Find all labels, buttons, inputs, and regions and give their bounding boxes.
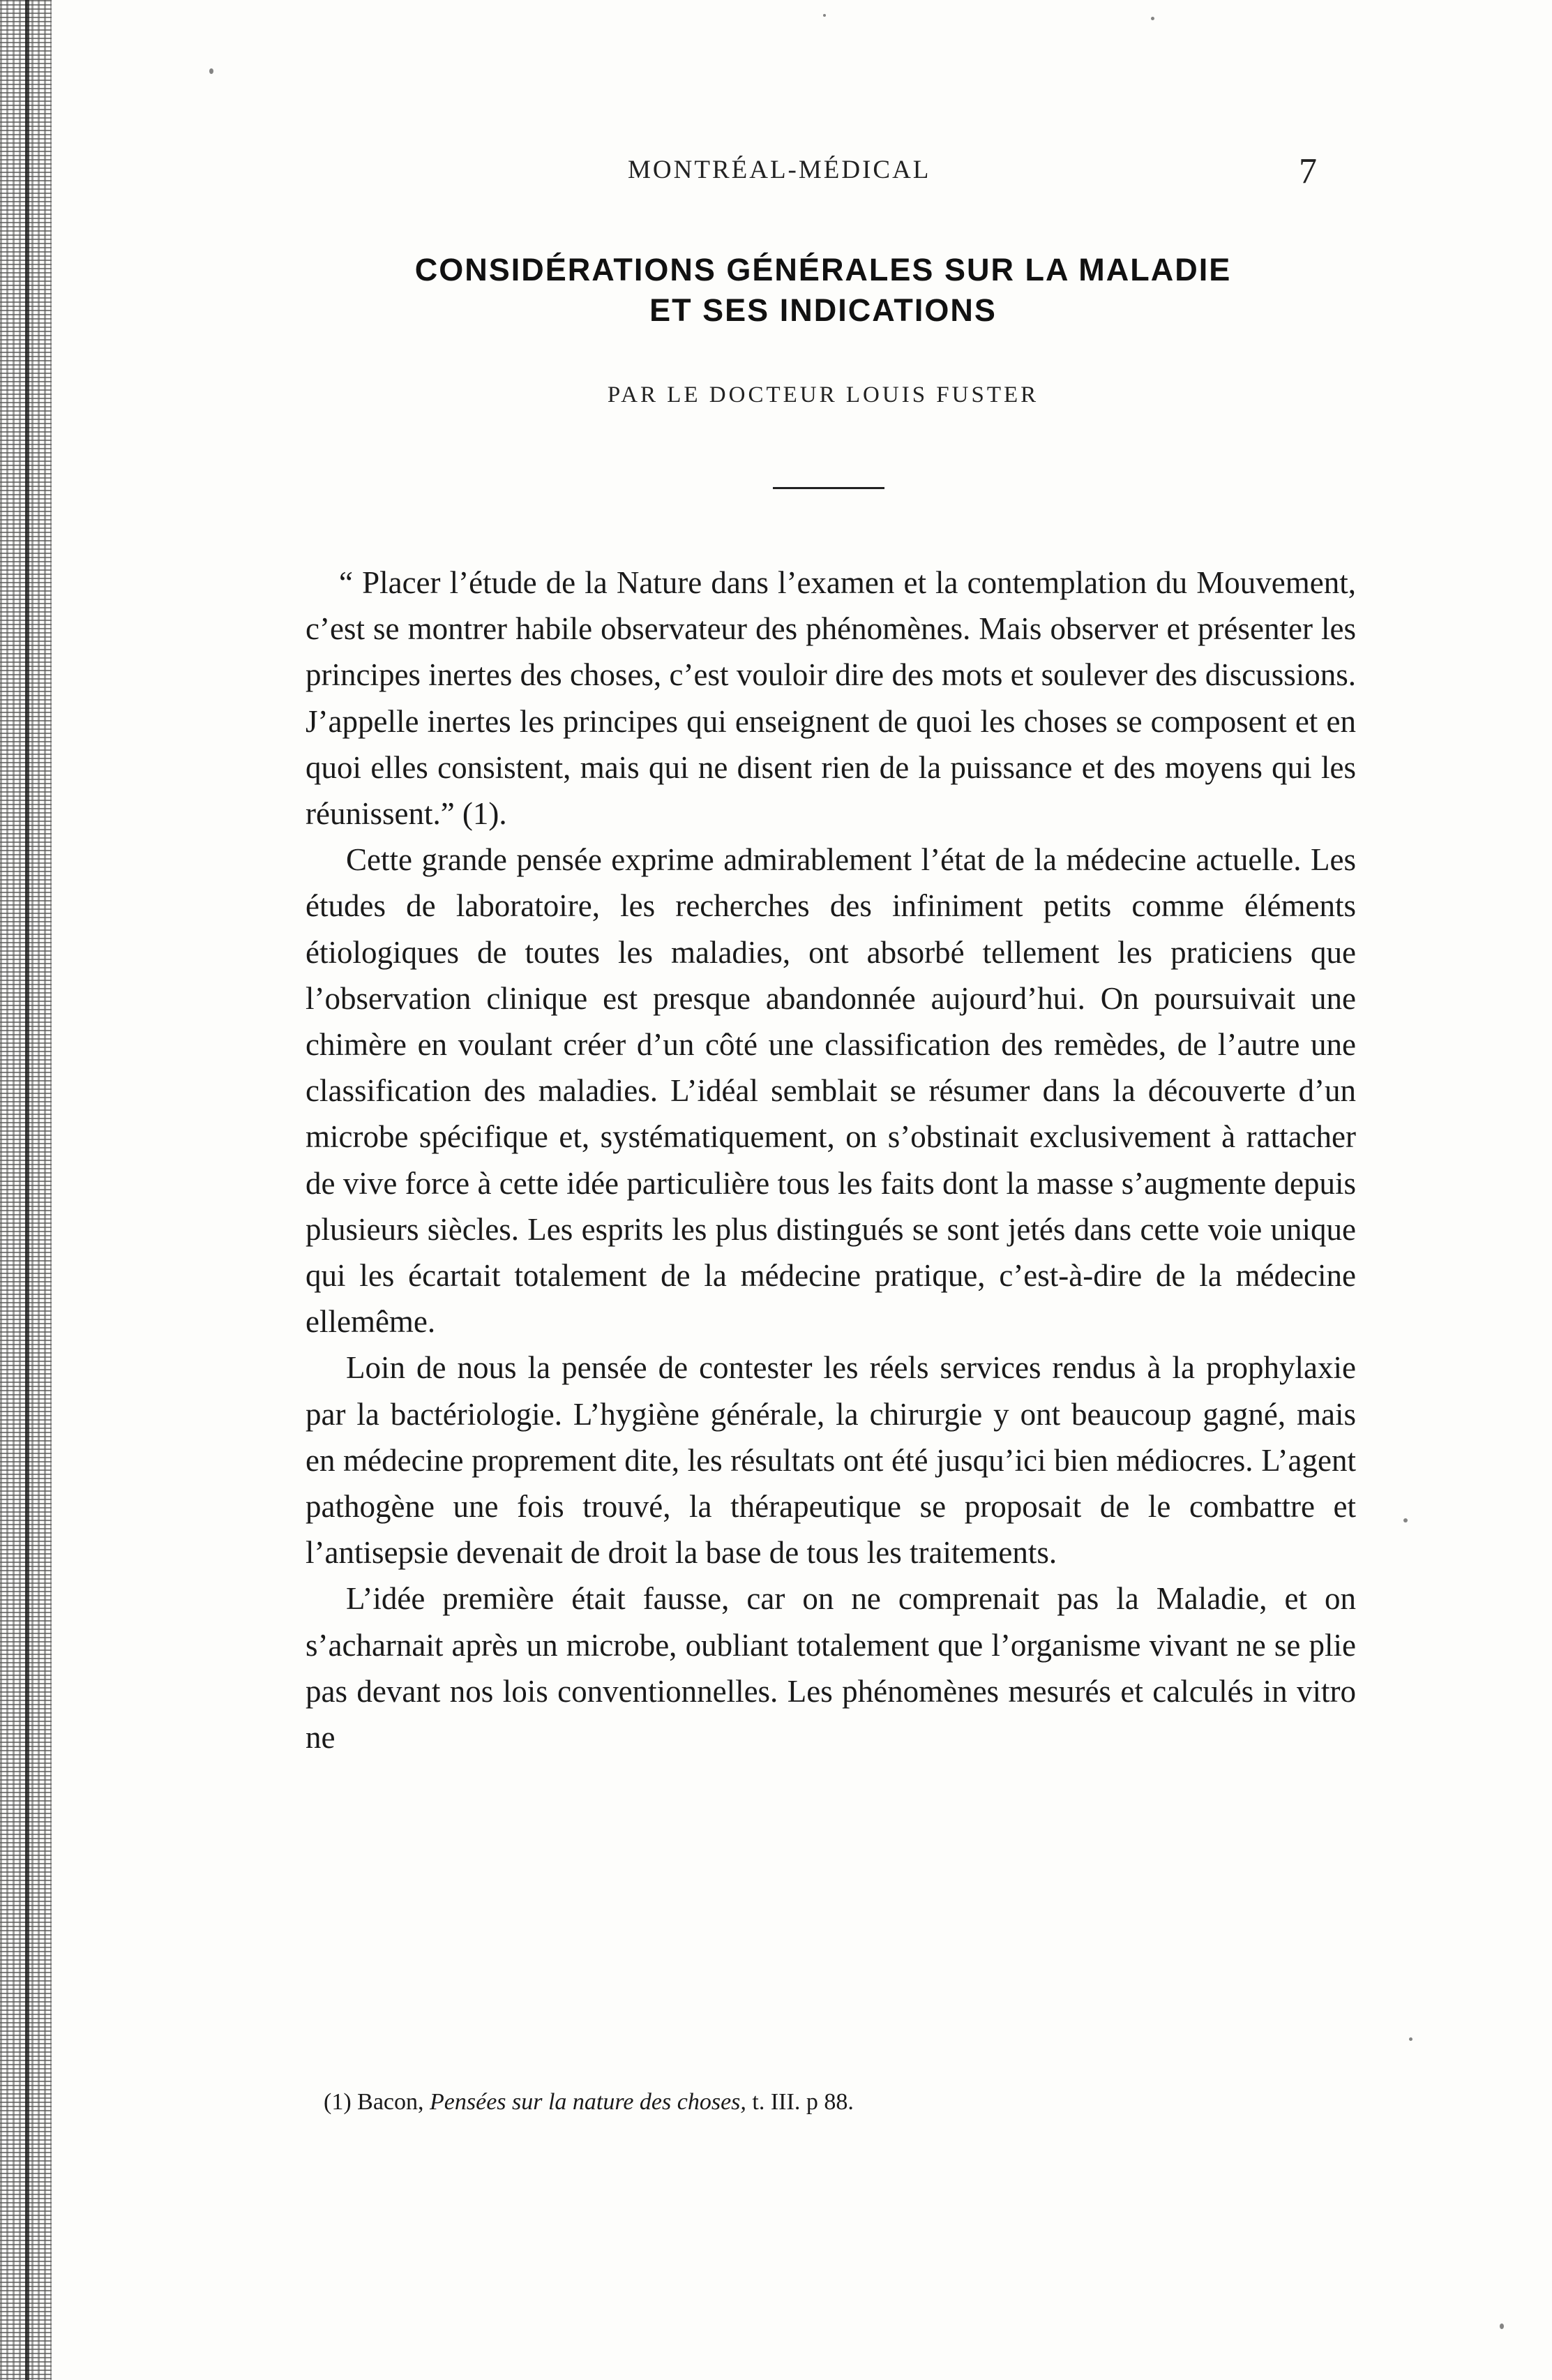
scan-speck bbox=[1409, 2037, 1412, 2041]
footnote-citation: (1) Bacon, bbox=[324, 2089, 424, 2115]
article-title-line-1: CONSIDÉRATIONS GÉNÉRALES SUR LA MALADIE bbox=[414, 252, 1232, 287]
body-paragraph: Loin de nous la pensée de contester les réels services rendus à la prophylaxie par la bactériologie. L’hygiène générale, la chirurgie y ont beaucoup gagné, mais en médecine proprement dite, les résultats ont été jusqu’ici bien médiocres. L’agent pathogène une fois trouvé, la thérapeutique se proposait de le combattre et l’antisepsie devenait de droit la base de tous les traitements. bbox=[306, 1350, 1356, 1571]
footnote-work-title: Pensées sur la nature des choses, bbox=[430, 2089, 746, 2115]
binding-rule bbox=[25, 0, 29, 2380]
scan-speck bbox=[823, 14, 826, 17]
article-body bbox=[306, 560, 1356, 1760]
page-number: 7 bbox=[1299, 151, 1317, 191]
body-paragraph: L’idée première était fausse, car on ne comprenait pas la Maladie, et on s’acharnait après un microbe, oubliant totalement que l’organisme vivant ne se plie pas devant nos lois conventionnelles. Les phénomènes mesurés et calculés in vitro ne bbox=[306, 1581, 1356, 1756]
running-head: MONTRÉAL-MÉDICAL bbox=[628, 156, 931, 184]
article-author: PAR LE DOCTEUR LOUIS FUSTER bbox=[607, 382, 1039, 407]
body-paragraph: “ Placer l’étude de la Nature dans l’examen et la contemplation du Mouvement, c’est se montrer habile observateur des phénomènes. Mais observer et présenter les principes inertes des choses, c’est vouloir dire des mots et soulever des discussions. J’appelle inertes les principes qui enseignent de quoi les choses se composent et en quoi elles consistent, mais qui ne disent rien de la puissance et des moyens qui les réunissent.” (1). bbox=[306, 565, 1356, 832]
scan-speck bbox=[1403, 1518, 1408, 1522]
scan-speck bbox=[209, 68, 213, 74]
article-title-line-2: ET SES INDICATIONS bbox=[649, 292, 997, 328]
scan-speck bbox=[1500, 2323, 1504, 2329]
separator-rule bbox=[773, 487, 884, 489]
scan-speck bbox=[1151, 17, 1154, 20]
footnote bbox=[324, 2086, 1370, 2118]
article-title bbox=[279, 250, 1367, 331]
body-paragraph: Cette grande pensée exprime admirablement l’état de la médecine actuelle. Les études de laboratoire, les recherches des infiniment petits comme éléments étiologiques de toutes les maladies, ont absorbé tellement les praticiens que l’observation clinique est presque abandonnée aujourd’hui. On poursuivait une chimère en voulant créer d’un côté une classification des remèdes, de l’autre une classification des maladies. L’idéal semblait se résumer dans la découverte d’un microbe spécifique et, systématiquement, on s’obstinait exclusivement à rattacher de vive force à cette idée particulière tous les faits dont la masse s’augmente depuis plusieurs siècles. Les esprits les plus distingués se sont jetés dans cette voie unique qui les écartait totalement de la médecine pratique, c’est-à-dire de la médecine ellemême. bbox=[306, 842, 1356, 1340]
footnote-reference: t. III. p 88. bbox=[752, 2089, 854, 2115]
